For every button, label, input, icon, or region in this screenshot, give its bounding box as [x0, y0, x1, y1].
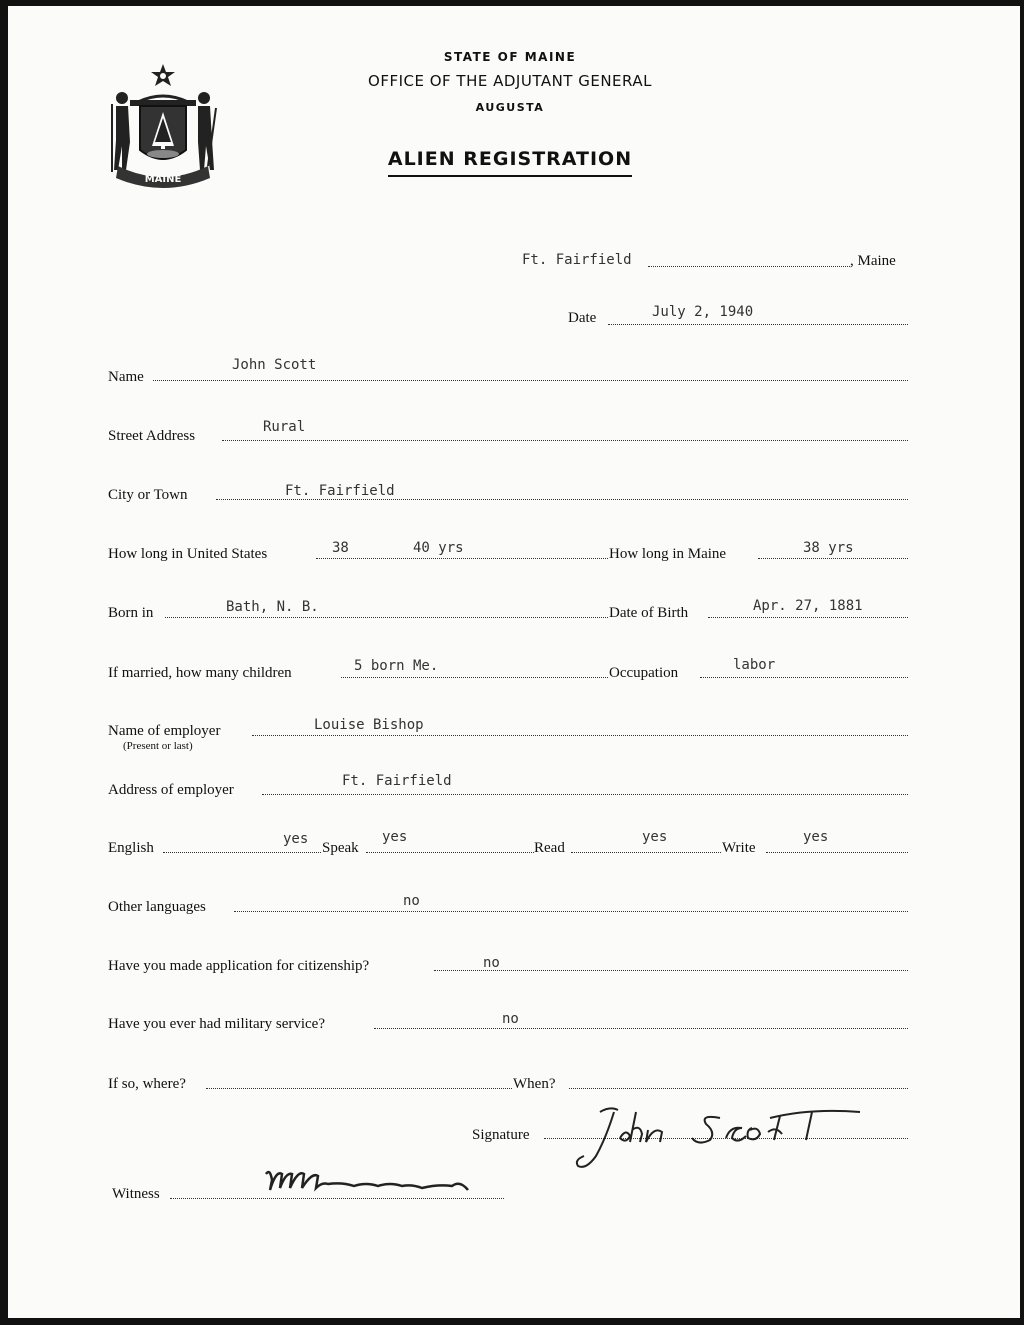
how-long-us-label: How long in United States [108, 546, 268, 562]
how-long-us-value: 38 [332, 540, 349, 556]
employer-value: Louise Bishop [314, 717, 424, 733]
name-value: John Scott [232, 357, 317, 373]
military-label: Have you ever had military service? [108, 1016, 325, 1032]
employer-label: Name of employer [108, 723, 221, 739]
speak-label: Speak [322, 840, 359, 856]
office-heading: OFFICE OF THE ADJUTANT GENERAL [368, 72, 652, 90]
place-value: Ft. Fairfield [522, 252, 632, 268]
where-label: If so, where? [108, 1076, 186, 1092]
employer-address-label: Address of employer [108, 782, 234, 798]
seal-motto: MAINE [144, 174, 182, 185]
state-heading: STATE OF MAINE [443, 50, 577, 64]
street-value: Rural [263, 419, 306, 435]
occupation-label: Occupation [609, 665, 679, 681]
speak-line [366, 852, 534, 853]
born-in-label: Born in [108, 605, 154, 621]
form-title: ALIEN REGISTRATION [330, 148, 690, 177]
maine-state-seal-icon [108, 62, 218, 190]
write-value: yes [803, 829, 829, 845]
english-value: yes [283, 831, 309, 847]
military-line [374, 1028, 908, 1029]
read-label: Read [534, 840, 565, 856]
date-value: July 2, 1940 [652, 304, 754, 320]
read-line [571, 852, 721, 853]
when-line [569, 1088, 908, 1089]
other-languages-value: no [403, 893, 420, 909]
dob-label: Date of Birth [609, 605, 689, 621]
place-line [648, 266, 850, 267]
employer-sublabel: (Present or last) [123, 740, 193, 752]
signature-image [570, 1098, 896, 1176]
children-line [341, 677, 608, 678]
city-line [216, 499, 908, 500]
children-value: 5 born Me. [354, 658, 439, 674]
dob-line [708, 617, 908, 618]
signature-label: Signature [472, 1127, 530, 1143]
when-label: When? [513, 1076, 556, 1092]
date-line [608, 324, 908, 325]
born-in-line [165, 617, 608, 618]
city-label: City or Town [108, 487, 188, 503]
how-long-me-line [758, 558, 908, 559]
english-line [163, 852, 321, 853]
military-value: no [502, 1011, 519, 1027]
occupation-value: labor [733, 657, 776, 673]
citizenship-line [434, 970, 908, 971]
witness-signature-image [262, 1160, 476, 1204]
date-label: Date [568, 310, 597, 326]
witness-label: Witness [112, 1186, 160, 1202]
employer-address-value: Ft. Fairfield [342, 773, 452, 789]
write-label: Write [722, 840, 756, 856]
occupation-line [700, 677, 908, 678]
name-label: Name [108, 369, 144, 385]
name-line [153, 380, 908, 381]
born-in-value: Bath, N. B. [226, 599, 319, 615]
how-long-us-line [316, 558, 608, 559]
how-long-me-label: How long in Maine [609, 546, 727, 562]
read-value: yes [642, 829, 668, 845]
speak-value: yes [382, 829, 408, 845]
other-languages-line [234, 911, 908, 912]
dob-value: Apr. 27, 1881 [753, 598, 863, 614]
city-value: Ft. Fairfield [285, 483, 395, 499]
children-label: If married, how many children [108, 665, 292, 681]
other-languages-label: Other languages [108, 899, 206, 915]
write-line [766, 852, 908, 853]
how-long-me-value: 38 yrs [803, 540, 854, 556]
how-long-us-value-2: 40 yrs [413, 540, 464, 556]
employer-line [252, 735, 908, 736]
employer-address-line [262, 794, 908, 795]
citizenship-value: no [483, 955, 500, 971]
street-label: Street Address [108, 428, 196, 444]
where-line [206, 1088, 512, 1089]
place-suffix: , Maine [850, 253, 896, 269]
citizenship-label: Have you made application for citizenship? [108, 958, 370, 974]
city-heading: AUGUSTA [475, 101, 545, 114]
street-line [222, 440, 908, 441]
english-label: English [108, 840, 154, 856]
